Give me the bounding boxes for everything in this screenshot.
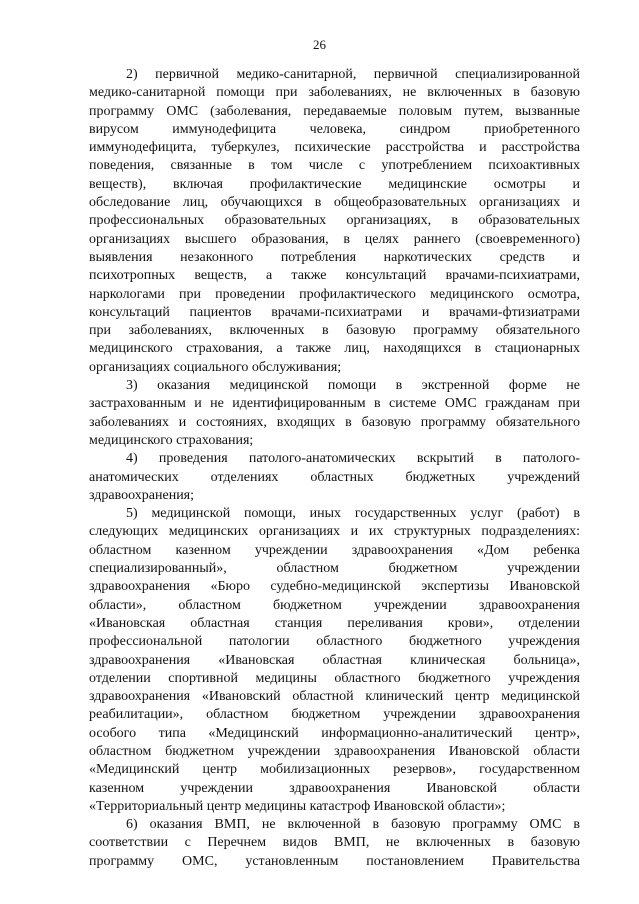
text-line: консультаций пациентов врачами-психиатрами и врачами-фтизиатрами xyxy=(89,304,580,320)
text-line: 3) оказания медицинской помощи в экстренной форме не xyxy=(126,378,580,394)
text-line: «Территориальный центр медицины катастроф Ивановской области»; xyxy=(89,798,506,814)
text-line: особого типа «Медицинский информационно-аналитический центр», xyxy=(89,725,580,741)
text-line: области», областном бюджетном учреждении здравоохранения xyxy=(89,597,580,613)
text-line: здравоохранения «Ивановский областной клинический центр медицинской xyxy=(89,689,580,705)
text-line: здравоохранения «Ивановская областная клиническая больница», xyxy=(89,652,580,668)
text-line: 4) проведения патолого-анатомических вскрытий в патолого- xyxy=(126,451,580,467)
text-line: реабилитации», областном бюджетном учреждении здравоохранения xyxy=(89,707,580,723)
text-line: программу ОМС (заболевания, передаваемые половым путем, вызванные xyxy=(89,103,580,119)
text-line: профессиональных образовательных организациях, в образовательных xyxy=(89,213,580,229)
text-line: организациях высшего образования, в целях раннего (своевременного) xyxy=(89,231,580,247)
text-line: обследование лиц, обучающихся в общеобразовательных организациях и xyxy=(89,195,580,211)
text-line: профессиональной патологии областного бюджетного учреждения xyxy=(89,634,580,650)
text-line: при заболеваниях, включенных в базовую программу обязательного xyxy=(89,323,580,339)
text-line: следующих медицинских организациях и их структурных подразделениях: xyxy=(89,524,580,540)
text-line: здравоохранения «Бюро судебно-медицинской экспертизы Ивановской xyxy=(89,579,580,595)
text-line: специализированный», областном бюджетном учреждении xyxy=(89,561,580,577)
text-line: выявления незаконного потребления наркотических средств и xyxy=(89,249,580,265)
text-line: здравоохранения; xyxy=(89,487,195,503)
text-line: поведения, связанные в том числе с употреблением психоактивных xyxy=(89,158,580,174)
text-line: областном казенном учреждении здравоохранения «Дом ребенка xyxy=(89,542,580,558)
text-line: психотропных веществ, а также консультаций врачами-психиатрами, xyxy=(89,268,580,284)
text-line: медицинского страхования, а также лиц, находящихся в стационарных xyxy=(89,341,580,357)
text-line: анатомических отделениях областных бюджетных учреждений xyxy=(89,469,580,485)
text-line: заболеваниях и состояниях, входящих в базовую программу обязательного xyxy=(89,414,580,430)
text-line: медико-санитарной помощи при заболеваниях, не включенных в базовую xyxy=(89,85,580,101)
text-line: программу ОМС, установленным постановлением Правительства xyxy=(89,853,580,869)
text-line: 2) первичной медико-санитарной, первичной специализированной xyxy=(126,67,580,82)
body-text xyxy=(89,66,580,871)
text-line: 6) оказания ВМП, не включенной в базовую программу ОМС в xyxy=(126,817,580,833)
text-line: веществ), включая профилактические медицинские осмотры и xyxy=(89,176,580,192)
text-line: 5) медицинской помощи, иных государственных услуг (работ) в xyxy=(126,506,580,522)
text-line: вирусом иммунодефицита человека, синдром приобретенного xyxy=(89,121,580,137)
text-line: застрахованным и не идентифицированным в системе ОМС гражданам при xyxy=(89,396,580,412)
text-line: областном бюджетном учреждении здравоохранения Ивановской области xyxy=(89,743,580,759)
text-line: отделении спортивной медицины областного бюджетного учреждения xyxy=(89,670,580,686)
text-line: соответствии с Перечнем видов ВМП, не включенных в базовую xyxy=(89,835,580,851)
text-line: наркологами при проведении профилактического медицинского осмотра, xyxy=(89,286,580,302)
text-line: медицинского страхования; xyxy=(89,432,254,448)
text-line: казенном учреждении здравоохранения Ивановской области xyxy=(89,780,580,796)
text-line: «Медицинский центр мобилизационных резервов», государственном xyxy=(89,762,580,778)
text-line: иммунодефицита, туберкулез, психические расстройства и расстройства xyxy=(89,140,580,156)
page-number: 26 xyxy=(313,37,326,52)
text-line: «Ивановская областная станция переливания крови», отделении xyxy=(89,615,580,631)
text-line: организациях социального обслуживания; xyxy=(89,359,342,375)
